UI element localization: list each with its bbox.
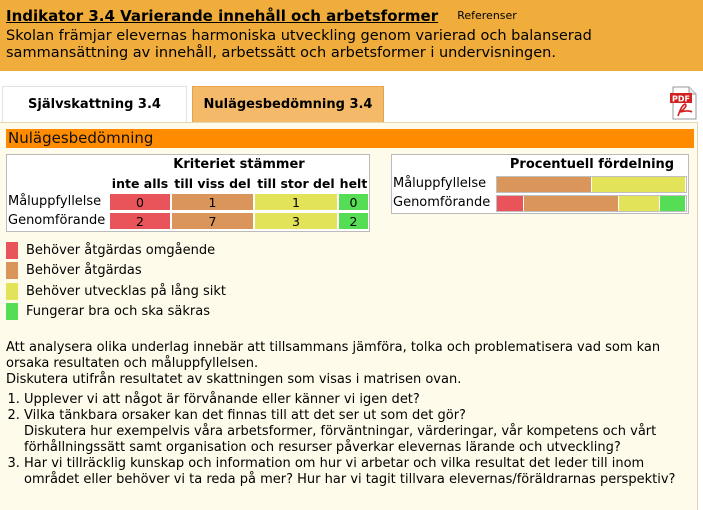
question-text: Vilka tänkbara orsaker kan det finnas till att det ser ut som det gör?	[24, 408, 466, 423]
criteria-caption: Kriteriet stämmer	[173, 157, 305, 172]
legend-item	[6, 283, 306, 301]
indicator-header	[0, 0, 703, 71]
legend-label: Behöver åtgärdas	[26, 263, 142, 278]
distribution-bar-genomforande	[496, 195, 687, 212]
column-header: helt	[339, 176, 368, 191]
row-label: Genomförande	[8, 213, 106, 228]
section-title: Nulägesbedömning	[6, 129, 694, 148]
criteria-cell: 2	[109, 212, 171, 230]
distribution-table	[391, 154, 689, 214]
criteria-cell: 3	[254, 212, 338, 230]
criteria-cell: 0	[338, 193, 369, 211]
indicator-description: Skolan främjar elevernas harmoniska utveckling genom varierad och balanserad sammansättning av innehåll, arbetssätt och arbetsformer i undervisningen.	[6, 28, 592, 61]
row-label: Måluppfyllelse	[8, 194, 102, 209]
legend-swatch-yellow	[6, 283, 18, 300]
column-header: till stor del	[254, 175, 338, 193]
segment-till-viss-del	[497, 177, 592, 192]
legend-swatch-green	[6, 303, 18, 320]
question-text: Upplever vi att något är förvånande eller känner vi igen det?	[24, 392, 420, 407]
question-list	[6, 392, 696, 488]
legend-item	[6, 262, 306, 280]
references-link[interactable]: Referenser	[457, 9, 517, 22]
intro-paragraph: Att analysera olika underlag innebär att tillsammans jämföra, tolka och problematisera vad som kan orsaka resultaten och måluppfyllelsen.	[6, 340, 661, 371]
legend-swatch-orange	[6, 262, 18, 279]
row-label: Genomförande	[393, 195, 491, 210]
question-item	[24, 456, 696, 488]
criteria-cell: 1	[171, 193, 254, 211]
question-item	[24, 392, 696, 408]
distribution-bar-maluppfyllelse	[496, 176, 687, 193]
legend-swatch-red	[6, 242, 18, 259]
legend-label: Behöver åtgärdas omgående	[26, 243, 216, 258]
legend-item	[6, 242, 306, 260]
segment-till-viss-del	[524, 196, 619, 211]
segment-till-stor-del	[619, 196, 660, 211]
legend-item	[6, 303, 306, 321]
segment-till-stor-del	[592, 177, 686, 192]
svg-text:PDF: PDF	[672, 94, 690, 104]
instruction-paragraph: Diskutera utifrån resultatet av skattningen som visas i matrisen ovan.	[6, 372, 462, 387]
segment-inte-alls	[497, 196, 524, 211]
question-text: Har vi tillräcklig kunskap och information om hur vi arbetar och vilka resultat det leder till inom området eller behöver vi ta reda på mer? Hur har vi tagit tillvara elevernas/föräldrarnas perspektiv?	[24, 456, 676, 487]
criteria-cell: 0	[109, 193, 171, 211]
legend-label: Behöver utvecklas på lång sikt	[26, 284, 227, 299]
criteria-cell: 2	[338, 212, 369, 230]
criteria-cell: 7	[171, 212, 254, 230]
tab-self-assessment[interactable]: Självskattning 3.4	[2, 86, 187, 122]
tab-current-assessment[interactable]: Nulägesbedömning 3.4	[192, 86, 384, 122]
segment-helt	[660, 196, 686, 211]
column-header: inte alls	[109, 175, 171, 193]
distribution-caption: Procentuell fördelning	[509, 157, 675, 172]
criteria-table	[6, 154, 370, 232]
pdf-file-icon[interactable]	[669, 86, 699, 120]
row-label: Måluppfyllelse	[393, 176, 487, 191]
tab-bar	[0, 86, 703, 122]
criteria-cell: 1	[254, 193, 338, 211]
question-item	[24, 408, 696, 456]
indicator-title: Indikator 3.4 Varierande innehåll och arbetsformer	[6, 7, 439, 25]
legend-label: Fungerar bra och ska säkras	[26, 304, 210, 319]
discussion-text	[6, 340, 696, 488]
column-header: till viss del	[171, 175, 254, 193]
question-detail: Diskutera hur exempelvis våra arbetsformer, förväntningar, värderingar, vår kompetens och vårt förhållningssätt samt organisation och resurser påverkar elevernas lärande och utveckling?	[24, 424, 657, 455]
